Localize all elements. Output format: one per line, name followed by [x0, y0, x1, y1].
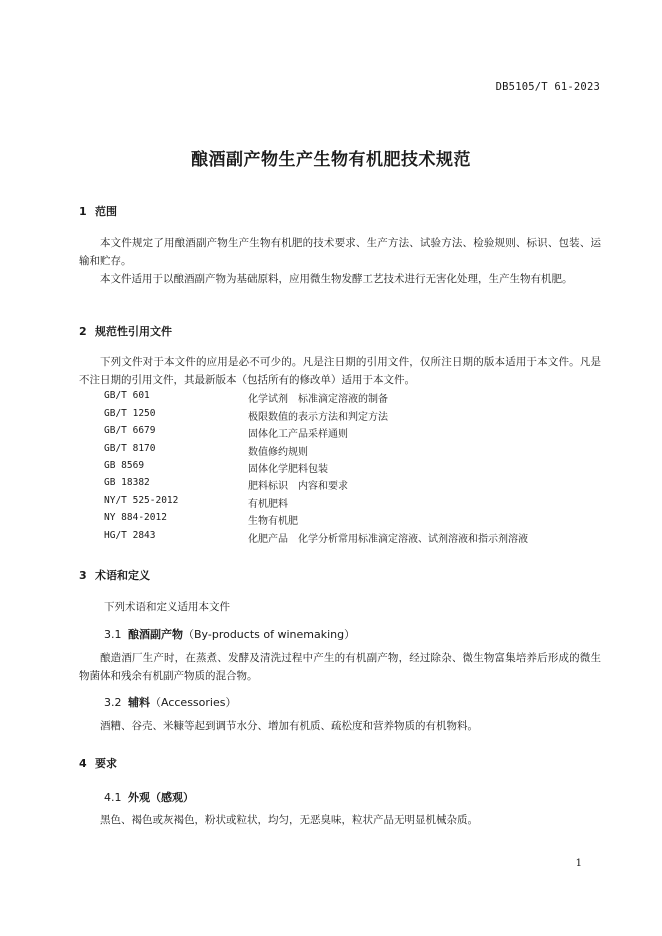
term-english: （By-products of winemaking）: [183, 628, 356, 641]
reference-name: 化学试剂 标准滴定溶液的制备: [248, 394, 388, 405]
term-name: 酿酒副产物: [128, 628, 183, 641]
reference-name: 极限数值的表示方法和判定方法: [248, 412, 388, 423]
reference-code: GB 18382: [104, 477, 150, 488]
term-name: 辅料: [128, 696, 150, 709]
paragraph: 下列文件对于本文件的应用是必不可少的。凡是注日期的引用文件，仅所注日期的版本适用于本文件。凡是不注日期的引用文件，其最新版本（包括所有的修改单）适用于本文件。: [79, 356, 601, 386]
term-english: （Accessories）: [150, 696, 237, 709]
terms-intro: 下列术语和定义适用本文件: [104, 601, 230, 613]
page-title: 酿酒副产物生产生物有机肥技术规范: [191, 150, 471, 170]
term-3-1-heading: [104, 626, 355, 642]
reference-name: 数值修约规则: [248, 447, 308, 458]
section-title: 范围: [95, 205, 117, 218]
reference-name: 化肥产品 化学分析常用标准滴定溶液、试剂溶液和指示剂溶液: [248, 534, 528, 545]
section-title: 术语和定义: [95, 569, 150, 582]
section-number: 4: [79, 757, 87, 770]
reference-code: NY/T 525-2012: [104, 495, 179, 506]
reference-code: GB/T 1250: [104, 408, 156, 419]
reference-code: GB/T 601: [104, 390, 150, 401]
section-title: 要求: [95, 757, 117, 770]
term-number: 3.1: [104, 628, 122, 641]
reference-name: 肥料标识 内容和要求: [248, 481, 348, 492]
reference-name: 固体化学肥料包装: [248, 464, 328, 475]
section-4-heading: [79, 755, 117, 771]
subsection-4-1-heading: [104, 789, 194, 805]
subsection-number: 4.1: [104, 791, 122, 804]
section-3-heading: [79, 567, 150, 583]
section-2-heading: [79, 323, 172, 339]
section-number: 2: [79, 325, 87, 338]
section-number: 3: [79, 569, 87, 582]
reference-code: GB/T 8170: [104, 443, 156, 454]
paragraph: 本文件适用于以酿酒副产物为基础原料，应用微生物发酵工艺技术进行无害化处理，生产生物有机肥。: [100, 273, 573, 285]
reference-code: HG/T 2843: [104, 530, 156, 541]
section-number: 1: [79, 205, 87, 218]
section-1-heading: [79, 203, 117, 219]
reference-name: 有机肥料: [248, 499, 288, 510]
term-3-2-heading: [104, 694, 236, 710]
reference-name: 固体化工产品采样通则: [248, 429, 348, 440]
paragraph: 黑色、褐色或灰褐色，粉状或粒状，均匀，无恶臭味，粒状产品无明显机械杂质。: [100, 814, 478, 826]
term-number: 3.2: [104, 696, 122, 709]
section-title: 规范性引用文件: [95, 325, 172, 338]
term-definition: 酒糟、谷壳、米糠等起到调节水分、增加有机质、疏松度和营养物质的有机物料。: [100, 720, 478, 732]
reference-code: GB 8569: [104, 460, 145, 471]
reference-code: GB/T 6679: [104, 425, 156, 436]
page-number: 1: [575, 858, 582, 869]
subsection-title: 外观（感观）: [128, 791, 194, 804]
reference-name: 生物有机肥: [248, 516, 298, 527]
term-definition: 酿造酒厂生产时，在蒸煮、发酵及清洗过程中产生的有机副产物，经过除杂、微生物富集培养后形成的微生物菌体和残余有机副产物质的混合物。: [79, 652, 601, 682]
document-code: DB5105/T 61-2023: [495, 81, 600, 93]
reference-code: NY 884-2012: [104, 512, 167, 523]
paragraph: 本文件规定了用酿酒副产物生产生物有机肥的技术要求、生产方法、试验方法、检验规则、标识、包装、运输和贮存。: [79, 237, 601, 267]
